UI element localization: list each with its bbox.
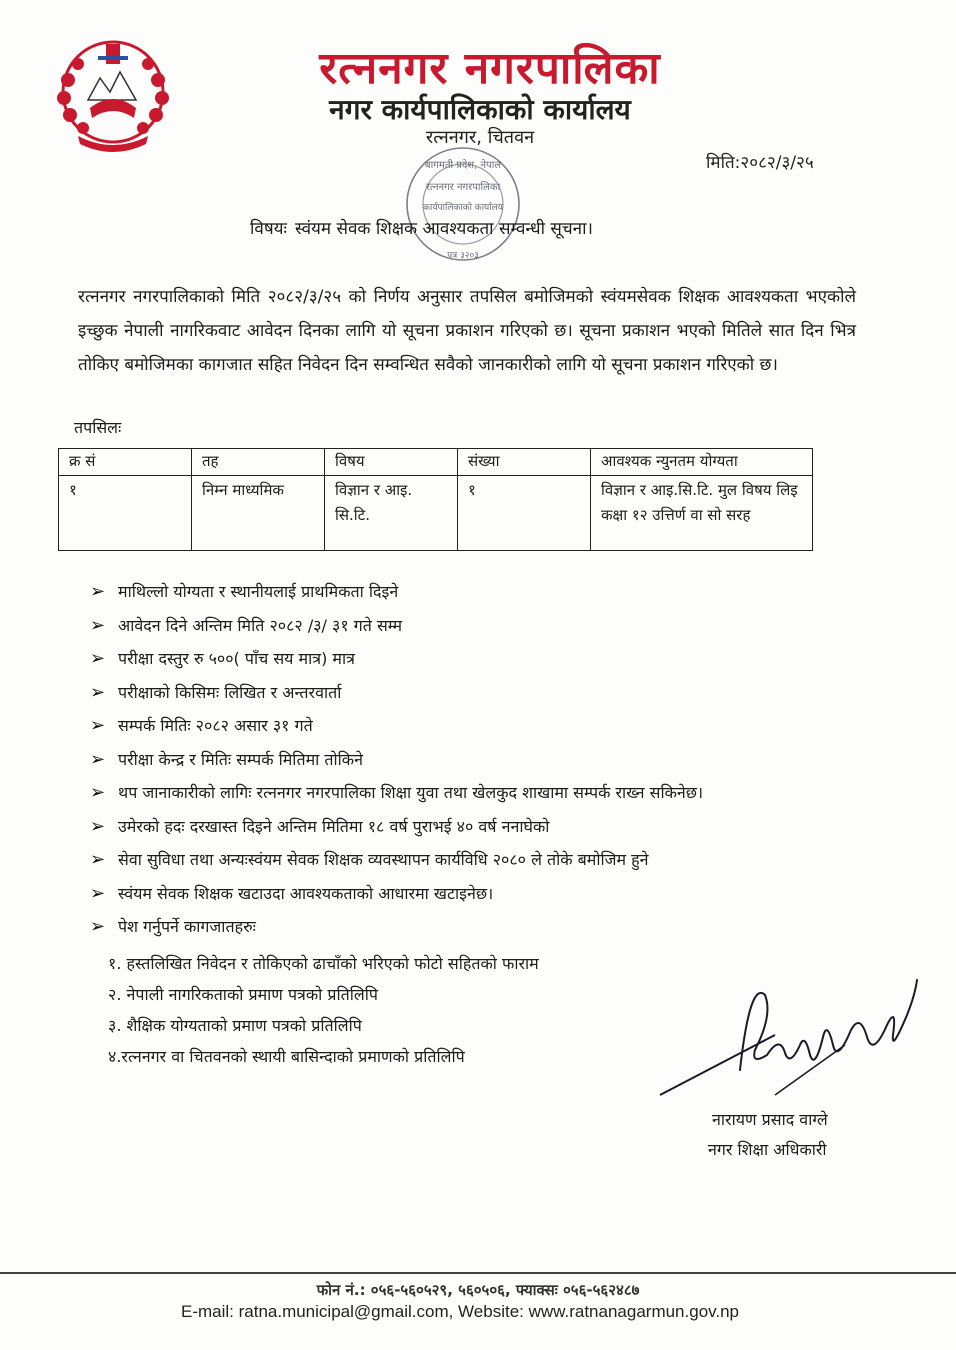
list-item-text: उमेरको हदः दरखास्त दिइने अन्तिम मितिमा १८ वर्ष पुराभई ४० वर्ष ननाघेको bbox=[118, 816, 550, 836]
table-cell-subject: विज्ञान र आइ. सि.टि. bbox=[325, 476, 458, 551]
office-name: नगर कार्यपालिकाको कार्यालय bbox=[329, 93, 631, 126]
list-item bbox=[90, 779, 850, 813]
vacancy-table bbox=[58, 448, 813, 551]
list-item-text: पेश गर्नुपर्ने कागजातहरुः bbox=[118, 917, 256, 936]
table-header-count: संख्या bbox=[458, 449, 591, 476]
list-item-text: परीक्षा दस्तुर रु ५००( पाँच सय मात्र) मात्र bbox=[118, 649, 355, 668]
conditions-list bbox=[90, 578, 850, 947]
list-item-text: स्वंयम सेवक शिक्षक खटाउदा आवश्यकताको आधारमा खटाइनेछ। bbox=[118, 883, 494, 903]
stamp-line-3: कार्यपालिकाको कार्यालय bbox=[423, 203, 503, 213]
list-item bbox=[90, 846, 850, 880]
signatory-title: नगर शिक्षा अधिकारी bbox=[708, 1140, 827, 1159]
list-item bbox=[90, 746, 850, 780]
footer-contact: E-mail: ratna.municipal@gmail.com, Website: www.ratnanagarmun.gov.np bbox=[180, 1302, 740, 1321]
table-header-subject: विषय bbox=[325, 449, 458, 476]
table-header-qualification: आवश्यक न्युनतम योग्यता bbox=[591, 449, 813, 476]
list-item bbox=[90, 612, 850, 646]
arrow-bullet-icon: ➢ bbox=[90, 849, 106, 870]
arrow-bullet-icon: ➢ bbox=[90, 916, 106, 937]
list-item-text: परीक्षाको किसिमः लिखित र अन्तरवार्ता bbox=[118, 682, 342, 702]
subject-line bbox=[250, 216, 593, 239]
arrow-bullet-icon: ➢ bbox=[90, 715, 106, 736]
list-item bbox=[90, 712, 850, 746]
list-item bbox=[90, 679, 850, 713]
arrow-bullet-icon: ➢ bbox=[90, 748, 106, 770]
stamp-line-4: पत्र ३२०३ bbox=[447, 251, 479, 261]
table-cell-level: निम्न माध्यमिक bbox=[192, 476, 325, 551]
footer-phone: फोन नं.: ०५६-५६०५२९, ५६०५०६, फ्याक्सः ०५६-५६२४८७ bbox=[316, 1281, 640, 1299]
table-row bbox=[59, 476, 813, 551]
list-item bbox=[90, 645, 850, 679]
details-label: तपसिलः bbox=[74, 418, 122, 437]
list-item-text: सम्पर्क मितिः २०८२ असार ३१ गते bbox=[118, 716, 313, 735]
list-item bbox=[90, 813, 850, 847]
arrow-bullet-icon: ➢ bbox=[90, 648, 106, 669]
municipal-stamp bbox=[388, 140, 538, 270]
table-cell-serial: १ bbox=[59, 476, 192, 551]
stamp-line-2: रत्ननगर नगरपालिका bbox=[425, 182, 501, 193]
arrow-bullet-icon: ➢ bbox=[90, 882, 106, 904]
table-cell-count: १ bbox=[458, 476, 591, 551]
footer-divider bbox=[0, 1272, 956, 1274]
notice-body-paragraph: रत्ननगर नगरपालिकाको मिति २०८२/३/२५ को निर्णय अनुसार तपसिल बमोजिमको स्वंयमसेवक शिक्षक आवश्यकता भएकोले इच्छुक नेपाली नागरिकवाट आवेदन दिनका लागि यो सूचना प्रकाशन गरिएको छ। सूचना प्रकाशन भएको मितिले सात दिन भित्र तोकिए बमोजिमका कागजात सहित निवेदन दिन सम्वन्धित सवैको जानकारीको लागि यो सूचना प्रकाशन गरिएको छ। bbox=[78, 287, 856, 375]
arrow-bullet-icon: ➢ bbox=[90, 581, 106, 602]
table-header-level: तह bbox=[192, 449, 325, 476]
document-item: २. नेपाली नागरिकताको प्रमाण पत्रको प्रतिलिपि bbox=[108, 985, 378, 1004]
government-emblem-logo bbox=[38, 30, 188, 160]
notice-date: मिति:२०८२/३/२५ bbox=[706, 153, 814, 173]
subject-text: स्वंयम सेवक शिक्षक आवश्यकता सम्वन्धी सूचना। bbox=[294, 219, 593, 239]
office-location: रत्ननगर, चितवन bbox=[425, 127, 535, 148]
arrow-bullet-icon: ➢ bbox=[90, 782, 106, 803]
list-item-text: थप जानाकारीको लागिः रत्ननगर नगरपालिका शिक्षा युवा तथा खेलकुद शाखामा सम्पर्क राख्न सकिनेछ। bbox=[118, 783, 704, 802]
table-header-row bbox=[59, 449, 813, 476]
list-item-text: सेवा सुविधा तथा अन्यःस्वंयम सेवक शिक्षक व्यवस्थापन कार्यविधि २०८० ले तोके बमोजिम हुने bbox=[118, 850, 649, 869]
stamp-line-1: बागमती प्रदेश, नेपाल bbox=[424, 160, 502, 171]
arrow-bullet-icon: ➢ bbox=[90, 815, 106, 837]
list-item-text: माथिल्लो योग्यता र स्थानीयलाई प्राथमिकता दिइने bbox=[118, 582, 399, 601]
list-item-text: आवेदन दिने अन्तिम मिति २०८२ /३/ ३१ गते सम्म bbox=[118, 615, 403, 635]
list-item bbox=[90, 880, 850, 914]
table-cell-qualification: विज्ञान र आइ.सि.टि. मुल विषय लिइ कक्षा १२ उत्तिर्ण वा सो सरह bbox=[591, 476, 813, 551]
document-item: ३. शैक्षिक योग्यताको प्रमाण पत्रको प्रतिलिपि bbox=[108, 1016, 362, 1035]
arrow-bullet-icon: ➢ bbox=[90, 614, 106, 636]
required-documents-list bbox=[108, 950, 539, 1074]
document-item: १. हस्तलिखित निवेदन र तोकिएको ढाचाँको भरिएको फोटो सहितको फाराम bbox=[108, 954, 539, 973]
list-item-text: परीक्षा केन्द्र र मितिः सम्पर्क मितिमा तोकिने bbox=[118, 749, 363, 769]
handwritten-signature bbox=[655, 975, 925, 1105]
signatory-name: नारायण प्रसाद वाग्ले bbox=[712, 1110, 828, 1129]
organization-name: रत्ननगर नगरपालिका bbox=[319, 43, 661, 94]
list-item bbox=[90, 913, 850, 947]
table-header-serial: क्र सं bbox=[59, 449, 192, 476]
document-item: ४.रत्ननगर वा चितवनको स्थायी बासिन्दाको प्रमाणको प्रतिलिपि bbox=[108, 1047, 465, 1066]
list-item bbox=[90, 578, 850, 612]
arrow-bullet-icon: ➢ bbox=[90, 681, 106, 703]
subject-label: विषयः bbox=[250, 219, 287, 239]
